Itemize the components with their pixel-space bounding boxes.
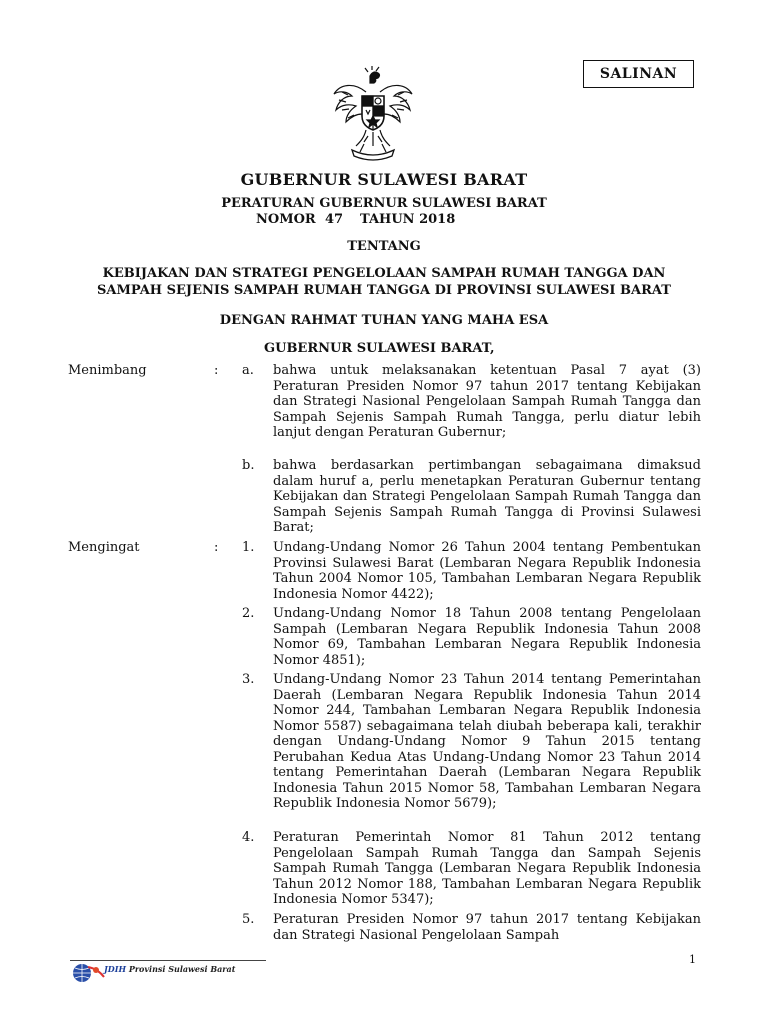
subject-line-2: SAMPAH SEJENIS SAMPAH RUMAH TANGGA DI PROVINSI SULAWESI BARAT <box>97 283 671 298</box>
footer-jdih: JDIH <box>104 964 127 974</box>
page-number: 1 <box>689 953 696 966</box>
mengingat-label: Mengingat <box>68 540 140 555</box>
menimbang-item-text: bahwa berdasarkan pertimbangan sebagaimana dimaksud dalam huruf a, perlu menetapkan Peraturan Gubernur tentang Kebijakan dan Strategi Pengelolaan Sampah Rumah Tangga dan Sampah Sejenis Sampah Rumah Tangga di Provinsi Sulawesi Barat; <box>273 458 701 535</box>
mengingat-marker: 2. <box>242 606 255 621</box>
globe-logo-icon <box>70 961 106 985</box>
number-label: NOMOR <box>256 212 316 227</box>
menimbang-marker: b. <box>242 458 255 473</box>
menimbang-label: Menimbang <box>68 363 147 378</box>
governor-comma: GUBERNUR SULAWESI BARAT, <box>264 341 495 356</box>
footer-province: Provinsi Sulawesi Barat <box>128 964 236 974</box>
subject-line-1: KEBIJAKAN DAN STRATEGI PENGELOLAAN SAMPAH RUMAH TANGGA DAN <box>102 266 666 281</box>
mengingat-colon: : <box>214 540 219 555</box>
rahmat-line: DENGAN RAHMAT TUHAN YANG MAHA ESA <box>219 313 549 328</box>
menimbang-item-text: bahwa untuk melaksanakan ketentuan Pasal 7 ayat (3) Peraturan Presiden Nomor 97 tahun 2017 tentang Kebijakan dan Strategi Nasional Pengelolaan Sampah Rumah Tangga dan Sampah Sejenis Sampah Rumah Tangga, perlu diatur lebih lanjut dengan Peraturan Gubernur; <box>273 363 701 440</box>
mengingat-item-text: Peraturan Presiden Nomor 97 tahun 2017 tentang Kebijakan dan Strategi Nasional Pengelolaan Sampah <box>273 912 701 943</box>
mengingat-item-text: Undang-Undang Nomor 23 Tahun 2014 tentang Pemerintahan Daerah (Lembaran Negara Republik Indonesia Tahun 2014 Nomor 244, Tambahan Lembaran Negara Republik Indonesia Nomor 5587) sebagaimana telah diubah beberapa kali, terakhir dengan Undang-Undang Nomor 9 Tahun 2015 tentang Perubahan Kedua Atas Undang-Undang Nomor 23 Tahun 2014 tentang Pemerintahan Daerah (Lembaran Negara Republik Indonesia Tahun 2015 Nomor 58, Tambahan Lembaran Negara Republik Indonesia Nomor 5679); <box>273 672 701 811</box>
mengingat-marker: 1. <box>242 540 255 555</box>
regulation-number <box>256 212 455 227</box>
menimbang-marker: a. <box>242 363 254 378</box>
governor-title: GUBERNUR SULAWESI BARAT <box>240 170 528 189</box>
mengingat-item-text: Undang-Undang Nomor 18 Tahun 2008 tentang Pengelolaan Sampah (Lembaran Negara Republik Indonesia Tahun 2008 Nomor 69, Tambahan Lembaran Negara Republik Indonesia Nomor 4851); <box>273 606 701 668</box>
mengingat-item-text: Undang-Undang Nomor 26 Tahun 2004 tentang Pembentukan Provinsi Sulawesi Barat (Lembaran Negara Republik Indonesia Tahun 2004 Nomor 105, Tambahan Lembaran Negara Republik Indonesia Nomor 4422); <box>273 540 701 602</box>
copy-stamp: SALINAN <box>583 60 694 88</box>
mengingat-marker: 5. <box>242 912 255 927</box>
tentang-heading: TENTANG <box>347 239 421 254</box>
menimbang-colon: : <box>214 363 219 378</box>
garuda-emblem-icon <box>330 66 416 162</box>
mengingat-item-text: Peraturan Pemerintah Nomor 81 Tahun 2012 tentang Pengelolaan Sampah Rumah Tangga dan Sampah Sejenis Sampah Rumah Tangga (Lembaran Negara Republik Indonesia Tahun 2012 Nomor 188, Tambahan Lembaran Negara Republik Indonesia Nomor 5347); <box>273 830 701 907</box>
year-label: TAHUN 2018 <box>360 212 456 227</box>
number-value: 47 <box>324 212 344 227</box>
mengingat-marker: 4. <box>242 830 255 845</box>
regulation-title: PERATURAN GUBERNUR SULAWESI BARAT <box>221 196 547 211</box>
footer-caption <box>104 964 235 974</box>
mengingat-marker: 3. <box>242 672 255 687</box>
